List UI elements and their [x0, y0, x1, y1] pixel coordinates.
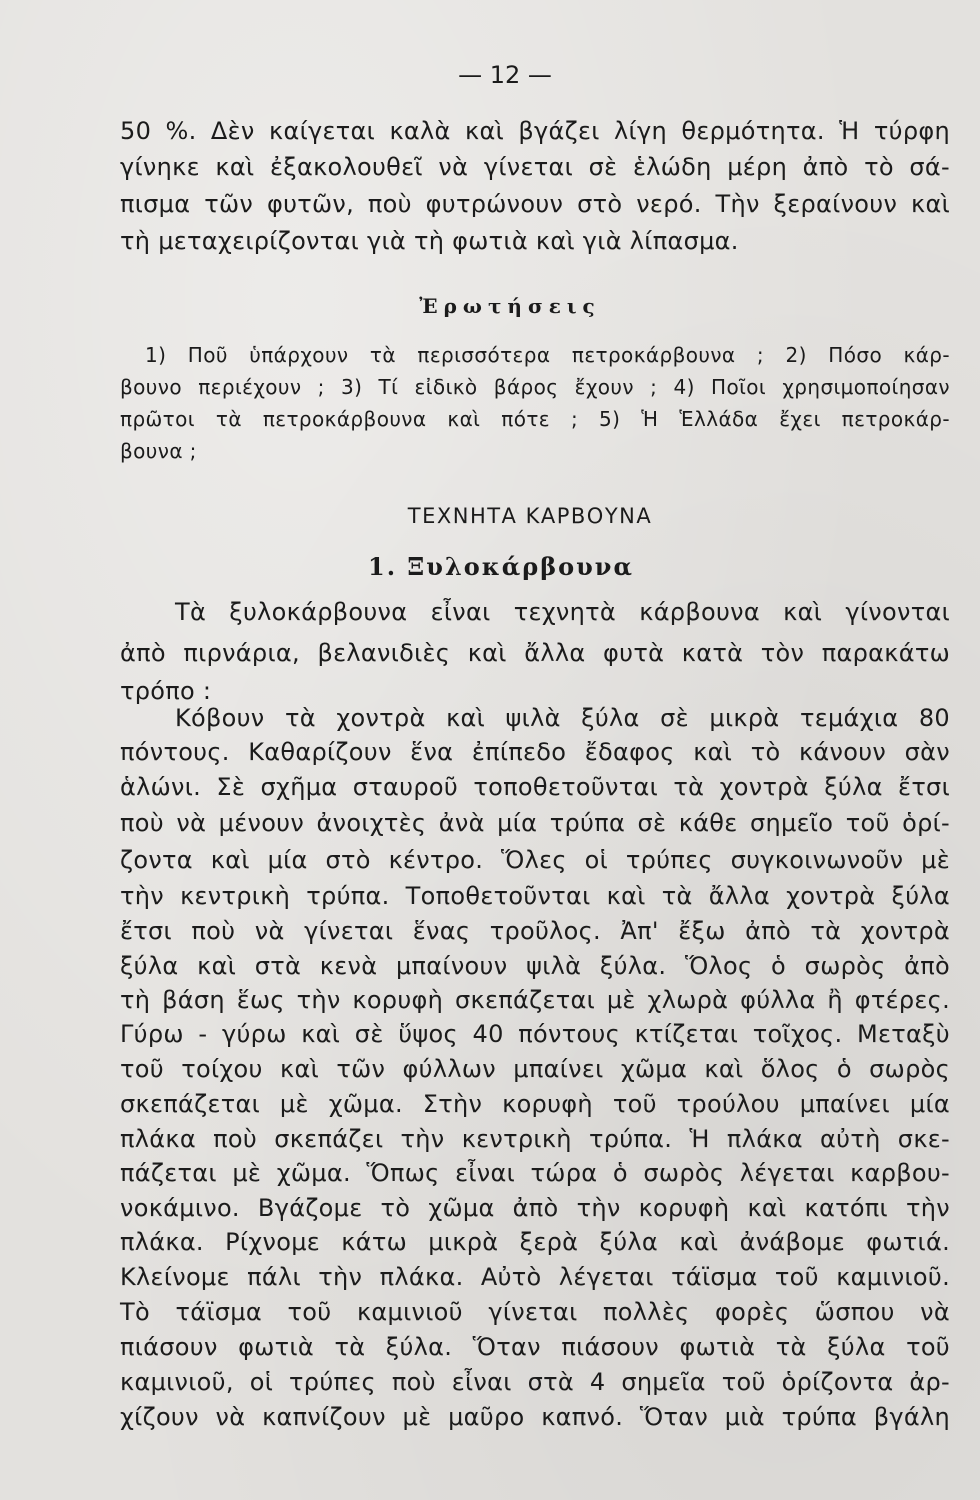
body-line: ξύλα καὶ στὰ κενὰ μπαίνουν ψιλὰ ξύλα. Ὅλος ὁ σωρὸς ἀπὸ	[120, 952, 950, 980]
body-line: ζοντα καὶ μία στὸ κέντρο. Ὅλες οἱ τρύπες συγκοινωνοῦν μὲ	[120, 846, 950, 874]
body-line: Κόβουν τὰ χοντρὰ καὶ ψιλὰ ξύλα σὲ μικρὰ τεμάχια 80	[175, 704, 950, 732]
body-line: νοκάμινο. Βγάζομε τὸ χῶμα ἀπὸ τὴν κορυφὴ καὶ κατόπι τὴν	[120, 1194, 950, 1222]
question-line: πρῶτοι τὰ πετροκάρβουνα καὶ πότε ; 5) Ἡ Ἑλλάδα ἔχει πετροκάρ-	[120, 407, 950, 431]
body-line: καμινιοῦ, οἱ τρύπες ποὺ εἶναι στὰ 4 σημεῖα τοῦ ὁρίζοντα ἀρ-	[120, 1368, 950, 1396]
questions-heading: Ἐρωτήσεις	[419, 294, 601, 318]
body-line: χίζουν νὰ καπνίζουν μὲ μαῦρο καπνό. Ὅταν μιὰ τρύπα βγάλη	[120, 1403, 950, 1431]
body-line: τὴ βάση ἕως τὴν κορυφὴ σκεπάζεται μὲ χλωρὰ φύλλα ἢ φτέρες.	[120, 986, 950, 1014]
body-line: πλάκα. Ρίχνομε κάτω μικρὰ ξερὰ ξύλα καὶ ἀνάβομε φωτιά.	[120, 1228, 950, 1256]
body-line: σκεπάζεται μὲ χῶμα. Στὴν κορυφὴ τοῦ τρούλου μπαίνει μία	[120, 1090, 950, 1118]
body-line: πιάσουν φωτιὰ τὰ ξύλα. Ὅταν πιάσουν φωτιὰ τὰ ξύλα τοῦ	[120, 1333, 950, 1361]
subsection-title: 1. Ξυλοκάρβουνα	[368, 552, 634, 581]
body-line: ἔτσι ποὺ νὰ γίνεται ἕνας τροῦλος. Ἀπ' ἔξω ἀπὸ τὰ χοντρὰ	[120, 917, 950, 945]
body-line: Τὰ ξυλοκάρβουνα εἶναι τεχνητὰ κάρβουνα καὶ γίνονται	[175, 598, 950, 626]
body-line: ἀπὸ πιρνάρια, βελανιδιὲς καὶ ἄλλα φυτὰ κατὰ τὸν παρακάτω	[120, 639, 950, 667]
paragraph-line: τὴ μεταχειρίζονται γιὰ τὴ φωτιὰ καὶ γιὰ λίπασμα.	[120, 227, 739, 255]
body-line: Τὸ τάϊσμα τοῦ καμινιοῦ γίνεται πολλὲς φορὲς ὥσπου νὰ	[120, 1298, 950, 1326]
body-line: πόντους. Καθαρίζουν ἕνα ἐπίπεδο ἔδαφος καὶ τὸ κάνουν σὰν	[120, 738, 950, 766]
body-line: ποὺ νὰ μένουν ἀνοιχτὲς ἀνὰ μία τρύπα σὲ κάθε σημεῖο τοῦ ὁρί-	[120, 809, 950, 837]
body-line: Γύρω - γύρω καὶ σὲ ὕψος 40 πόντους κτίζεται τοῖχος. Μεταξὺ	[120, 1020, 950, 1048]
body-line: πλάκα ποὺ σκεπάζει τὴν κεντρικὴ τρύπα. Ἡ πλάκα αὐτὴ σκε-	[120, 1125, 950, 1153]
body-line: πάζεται μὲ χῶμα. Ὅπως εἶναι τώρα ὁ σωρὸς λέγεται καρβου-	[120, 1159, 950, 1187]
question-line: 1) Ποῦ ὑπάρχουν τὰ περισσότερα πετροκάρβουνα ; 2) Πόσο κάρ-	[145, 343, 950, 367]
body-line: ἁλώνι. Σὲ σχῆμα σταυροῦ τοποθετοῦνται τὰ χοντρὰ ξύλα ἔτσι	[120, 773, 950, 801]
paragraph-line: πισμα τῶν φυτῶν, ποὺ φυτρώνουν στὸ νερό. Τὴν ξεραίνουν καὶ	[120, 190, 950, 218]
body-line: Κλείνομε πάλι τὴν πλάκα. Αὐτὸ λέγεται τάϊσμα τοῦ καμινιοῦ.	[120, 1263, 950, 1291]
question-line: βουνα ;	[120, 439, 197, 463]
section-title: ΤΕΧΝΗΤΑ ΚΑΡΒΟΥΝΑ	[407, 504, 653, 528]
paragraph-line: γίνηκε καὶ ἐξακολουθεῖ νὰ γίνεται σὲ ἑλώδη μέρη ἀπὸ τὸ σά-	[120, 153, 950, 181]
question-line: βουνο περιέχουν ; 3) Τί εἰδικὸ βάρος ἔχουν ; 4) Ποῖοι χρησιμοποίησαν	[120, 375, 950, 399]
paragraph-line: 50 %. Δὲν καίγεται καλὰ καὶ βγάζει λίγη θερμότητα. Ἡ τύρφη	[120, 117, 950, 145]
body-line: τὴν κεντρικὴ τρύπα. Τοποθετοῦνται καὶ τὰ ἄλλα χοντρὰ ξύλα	[120, 882, 950, 910]
page-number: — 12 —	[458, 61, 552, 89]
body-line: τρόπο :	[120, 677, 212, 705]
body-line: τοῦ τοίχου καὶ τῶν φύλλων μπαίνει χῶμα καὶ ὅλος ὁ σωρὸς	[120, 1055, 950, 1083]
